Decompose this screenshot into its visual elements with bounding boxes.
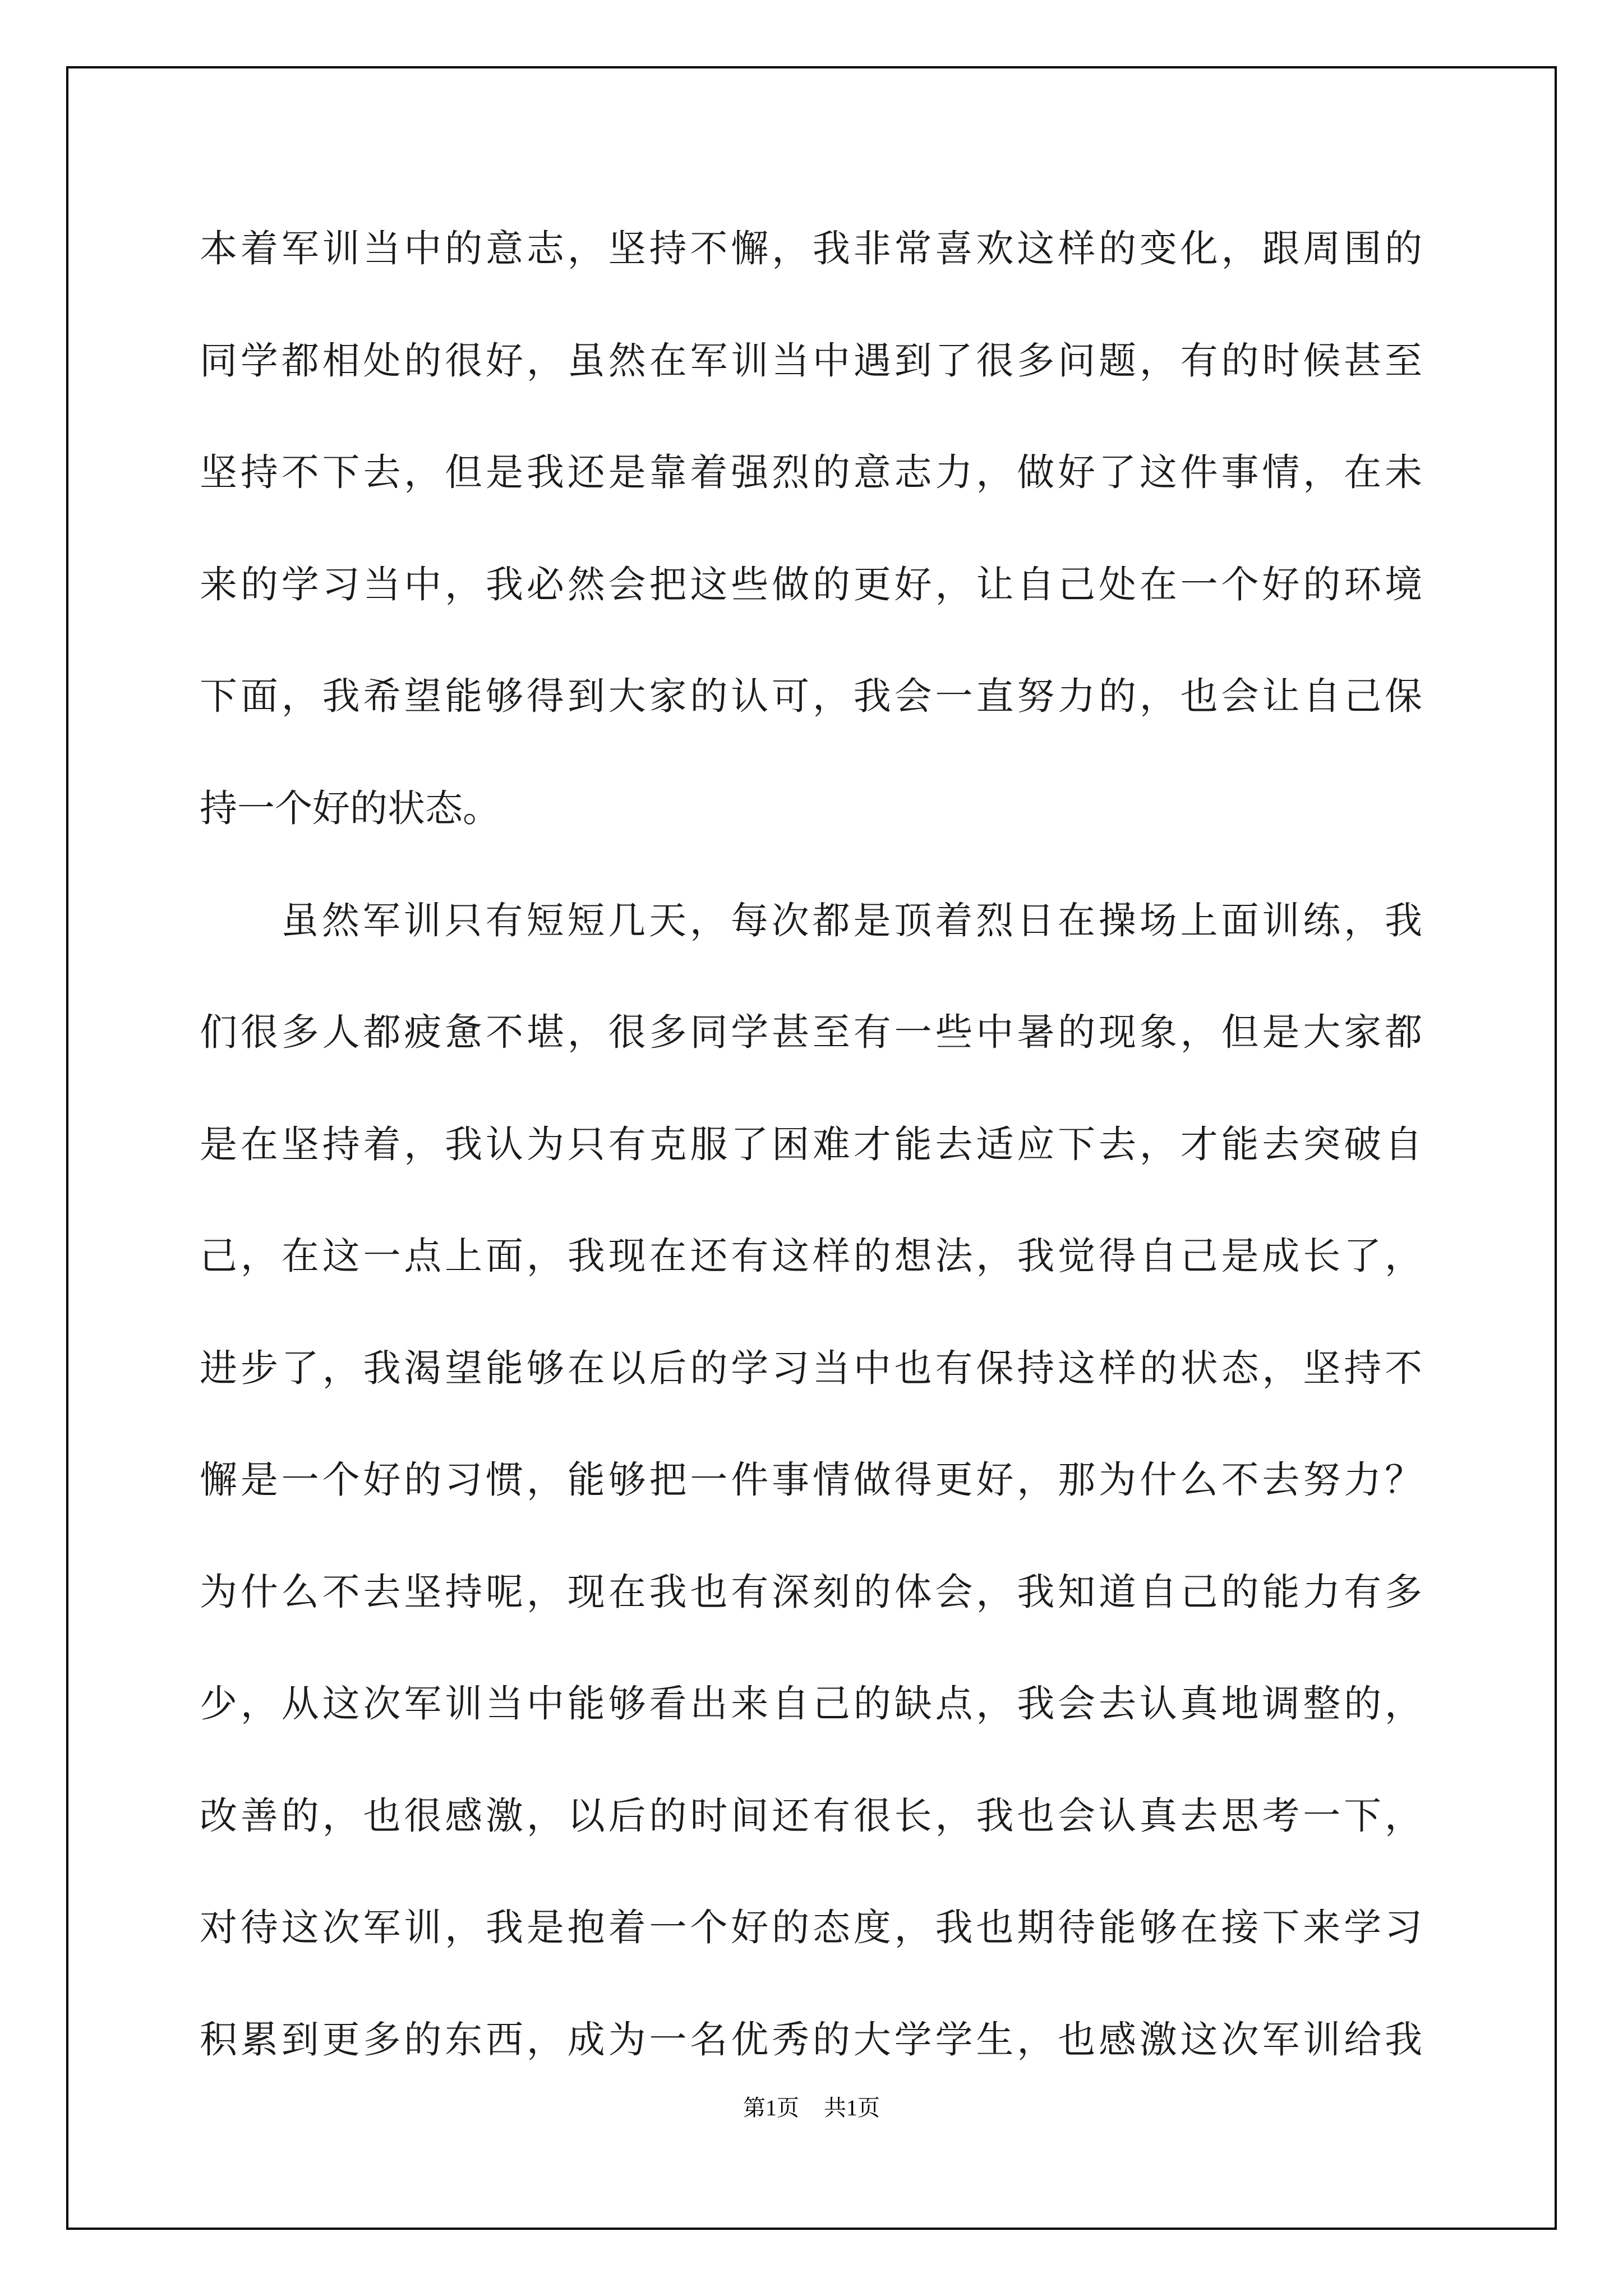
text-line: 进步了，我渴望能够在以后的学习当中也有保持这样的状态，坚持不 — [200, 1346, 1422, 1390]
text-line: 来的学习当中，我必然会把这些做的更好，让自己处在一个好的环境 — [200, 563, 1422, 606]
page-footer — [0, 2091, 1623, 2125]
text-line: 是在坚持着，我认为只有克服了困难才能去适应下去，才能去突破自 — [200, 1122, 1422, 1166]
text-line: 坚持不下去，但是我还是靠着强烈的意志力，做好了这件事情，在未 — [200, 450, 1422, 494]
text-line: 持一个好的状态。 — [200, 786, 500, 830]
text-line: 下面，我希望能够得到大家的认可，我会一直努力的，也会让自己保 — [200, 674, 1422, 718]
page-number: 第1页 — [743, 2095, 799, 2120]
text-line: 懈是一个好的习惯，能够把一件事情做得更好，那为什么不去努力？ — [200, 1458, 1422, 1502]
text-line: 积累到更多的东西，成为一名优秀的大学学生，也感激这次军训给我 — [200, 2018, 1422, 2062]
text-line: 同学都相处的很好，虽然在军训当中遇到了很多问题，有的时候甚至 — [200, 339, 1422, 383]
text-line: 己，在这一点上面，我现在还有这样的想法，我觉得自己是成长了， — [200, 1234, 1422, 1278]
page-count: 共1页 — [824, 2095, 880, 2120]
text-line: 少，从这次军训当中能够看出来自己的缺点，我会去认真地调整的， — [200, 1682, 1422, 1726]
text-line: 改善的，也很感激，以后的时间还有很长，我也会认真去思考一下， — [200, 1794, 1422, 1838]
text-line: 虽然军训只有短短几天，每次都是顶着烈日在操场上面训练，我 — [281, 899, 1422, 942]
text-line: 们很多人都疲惫不堪，很多同学甚至有一些中暑的现象，但是大家都 — [200, 1010, 1422, 1054]
text-line: 本着军训当中的意志，坚持不懈，我非常喜欢这样的变化，跟周围的 — [200, 227, 1422, 270]
text-line: 为什么不去坚持呢，现在我也有深刻的体会，我知道自己的能力有多 — [200, 1570, 1422, 1614]
text-line: 对待这次军训，我是抱着一个好的态度，我也期待能够在接下来学习 — [200, 1906, 1422, 1949]
